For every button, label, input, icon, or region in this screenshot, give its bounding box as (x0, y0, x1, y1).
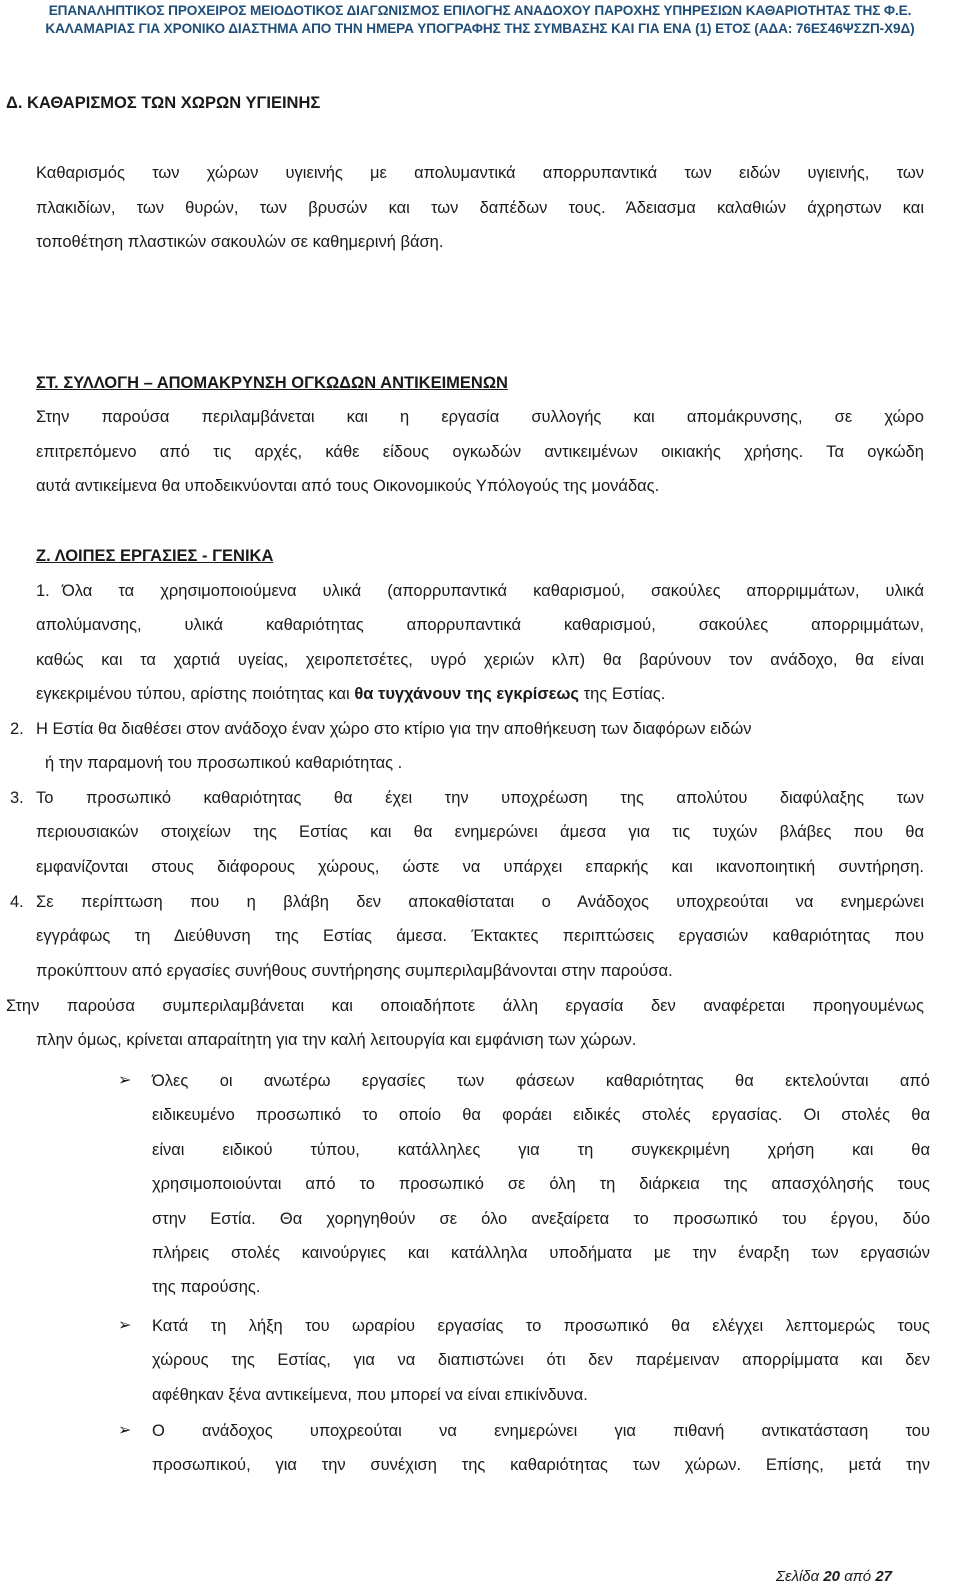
bullet-1-line-3: είναι ειδικού τύπου, κατάλληλες για τη συγκεκριμένη χρήση και θα (152, 1140, 930, 1159)
header-line-2: ΚΑΛΑΜΑΡΙΑΣ ΓΙΑ ΧΡΟΝΙΚΟ ΔΙΑΣΤΗΜΑ ΑΠΟ ΤΗΝ ΗΜΕΡΑ ΥΠΟΓΡΑΦΗΣ ΤΗΣ ΣΥΜΒΑΣΗΣ ΚΑΙ ΓΙΑ ΕΝΑ (1) ΕΤΟΣ (ΑΔΑ: 76ΕΣ46ΨΣΖΠ-Χ9Δ) (45, 21, 915, 36)
item-1-line-1: Όλα τα χρησιμοποιούμενα υλικά (απορρυπαντικά καθαρισμού, σακούλες απορριμμάτων, υλικά (62, 582, 924, 600)
document-header (0, 2, 960, 38)
section-d-title: Δ. ΚΑΘΑΡΙΣΜΟΣ ΤΩΝ ΧΩΡΩΝ ΥΓΙΕΙΝΗΣ (6, 94, 321, 112)
list-item (10, 574, 924, 714)
bullet-text (152, 1309, 930, 1412)
item-3-line-2: περιουσιακών στοιχείων της Εστίας και θα ενημερώνει άμεσα για τις τυχών βλάβες που θα (36, 823, 924, 842)
item-2-line-1: Η Εστία θα διαθέσει στον ανάδοχο έναν χώρο στο κτίριο για την αποθήκευση των διαφόρων ειδών (36, 720, 752, 738)
list-item-body (36, 885, 924, 988)
general-paragraph (6, 989, 924, 1058)
arrow-bullet-icon: ➢ (118, 1422, 132, 1439)
bullet-3-line-2: προσωπικού, για την συνέχιση της καθαριότητας των χώρων. Επίσης, μετά την (152, 1456, 930, 1475)
section-d-line-1: Καθαρισμός των χώρων υγιεινής με απολυμαντικά απορρυπαντικά των ειδών υγιεινής, των (36, 164, 924, 182)
bullet-text (152, 1064, 930, 1305)
bullet-1-line-2: ειδικευμένο προσωπικό το οποίο θα φοράει ειδικές στολές εργασίας. Οι στολές θα (152, 1106, 930, 1125)
item-4-line-2: εγγράφως τη Διεύθυνση της Εστίας άμεσα. Έκτακτες περιπτώσεις εργασιών καθαριότητας που (36, 927, 924, 946)
list-item-body (36, 781, 924, 884)
list-item (10, 712, 924, 782)
emphasis-text: θα τυγχάνουν της εγκρίσεως (354, 684, 580, 703)
header-line-1: ΕΠΑΝΑΛΗΠΤΙΚΟΣ ΠΡΟΧΕΙΡΟΣ ΜΕΙΟΔΟΤΙΚΟΣ ΔΙΑΓΩΝΙΣΜΟΣ ΕΠΙΛΟΓΗΣ ΑΝΑΔΟΧΟΥ ΠΑΡΟΧΗΣ ΥΠΗΡΕΣΙΩΝ ΚΑΘΑΡΙΟΤΗΤΑΣ ΤΗΣ Φ.Ε. (48, 3, 912, 18)
item-1-line-3: καθώς και τα χαρτιά υγείας, χειροπετσέτες, υγρό χεριών κλπ) θα βαρύνουν τον ανάδοχο, θα είναι (36, 650, 924, 669)
item-3-line-1: Το προσωπικό καθαριότητας θα έχει την υποχρέωση της απολύτου διαφύλαξης των (36, 789, 924, 807)
section-z-title: Ζ. ΛΟΙΠΕΣ ΕΡΓΑΣΙΕΣ - ΓΕΝΙΚΑ (36, 547, 274, 565)
bullet-1-line-6: πλήρεις στολές καινούργιες και κατάλληλα υποδήματα με την έναρξη των εργασιών (152, 1244, 930, 1263)
section-st-paragraph (36, 400, 924, 504)
section-d-paragraph (36, 156, 924, 260)
item-2-line-2: ή την παραμονή του προσωπικού καθαριότητας . (45, 754, 403, 773)
bullet-1-line-4: χρησιμοποιούνται από το προσωπικό σε όλη τη διάρκεια της απασχόλησής τους (152, 1175, 930, 1194)
bullet-3-line-1: Ο ανάδοχος υποχρεούται να ενημερώνει για πιθανή αντικατάσταση του (152, 1422, 930, 1440)
item-4-line-1: Σε περίπτωση που η βλάβη δεν αποκαθίσταται ο Ανάδοχος υποχρεούται να ενημερώνει (36, 893, 924, 911)
bullet-2-line-3: αφέθηκαν ξένα αντικείμενα, που μπορεί να είναι επικίνδυνα. (152, 1385, 588, 1404)
bullet-2-line-2: χώρους της Εστίας, για να διαπιστώνει ότι δεν παρέμειναν απορρίμματα και δεν (152, 1351, 930, 1370)
section-st-line-3: αυτά αντικείμενα θα υποδεικνύονται από τους Οικονομικούς Υπόλογούς της μονάδας. (36, 477, 660, 495)
page-number: Σελίδα 20 από 27 (775, 1568, 892, 1585)
section-st-line-1: Στην παρούσα περιλαμβάνεται και η εργασία συλλογής και απομάκρυνσης, σε χώρο (36, 408, 924, 426)
bullet-2-line-1: Κατά τη λήξη του ωραρίου εργασίας το προσωπικό θα ελέγχει λεπτομερώς τους (152, 1317, 930, 1335)
bullet-1-line-1: Όλες οι ανωτέρω εργασίες των φάσεων καθαριότητας θα εκτελούνται από (152, 1072, 930, 1090)
total-pages: 27 (875, 1568, 892, 1585)
section-d-line-2: πλακιδίων, των θυρών, των βρυσών και των δαπέδων τους. Άδειασμα καλαθιών άχρηστων και (36, 198, 924, 217)
arrow-bullet-icon: ➢ (118, 1072, 132, 1089)
item-1-line-4: εγκεκριμένου τύπου, αρίστης ποιότητας και θα τυγχάνουν της εγκρίσεως της Εστίας. (36, 684, 666, 703)
arrow-bullet-icon: ➢ (118, 1317, 132, 1334)
section-st-title: ΣΤ. ΣΥΛΛΟΓΗ – ΑΠΟΜΑΚΡΥΝΣΗ ΟΓΚΩΔΩΝ ΑΝΤΙΚΕΙΜΕΝΩΝ (36, 374, 508, 392)
bullet-text (152, 1414, 930, 1483)
bullet-item (118, 1414, 930, 1484)
list-item-number: 3. (10, 789, 24, 807)
section-d-line-3: τοποθέτηση πλαστικών σακουλών σε καθημερινή βάση. (36, 233, 444, 251)
list-item-body (10, 574, 924, 711)
list-item-body (36, 712, 924, 781)
list-item-number: 4. (10, 893, 24, 911)
current-page: 20 (823, 1568, 841, 1585)
list-item (10, 885, 924, 989)
list-item-number: 1. (36, 582, 50, 600)
bullet-1-line-7: της παρούσης. (152, 1278, 261, 1297)
list-item (10, 781, 924, 885)
bullet-item (118, 1064, 930, 1306)
bullet-1-line-5: στην Εστία. Θα χορηγηθούν σε όλο ανεξαίρετα το προσωπικό του έργου, δύο (152, 1209, 930, 1228)
general-line-1: Στην παρούσα συμπεριλαμβάνεται και οποιαδήποτε άλλη εργασία δεν αναφέρεται προηγουμένως (6, 997, 924, 1015)
general-line-2: πλην όμως, κρίνεται απαραίτητη για την καλή λειτουργία και εμφάνιση των χώρων. (36, 1031, 637, 1050)
item-1-line-2: απολύμανσης, υλικά καθαριότητας απορρυπαντικά καθαρισμού, σακούλες απορριμμάτων, (36, 616, 924, 635)
section-st-line-2: επιτρεπόμενο από τις αρχές, κάθε είδους ογκωδών αντικειμένων οικιακής χρήσης. Τα ογκώδη (36, 442, 924, 461)
list-item-number: 2. (10, 720, 24, 738)
item-4-line-3: προκύπτουν από εργασίες συνήθους συντήρησης συμπεριλαμβάνονται στην παρούσα. (36, 961, 673, 980)
bullet-item (118, 1309, 930, 1413)
item-3-line-3: εμφανίζονται στους διάφορους χώρους, ώστε να υπάρχει επαρκής και ικανοποιητική συντήρηση. (36, 857, 924, 876)
